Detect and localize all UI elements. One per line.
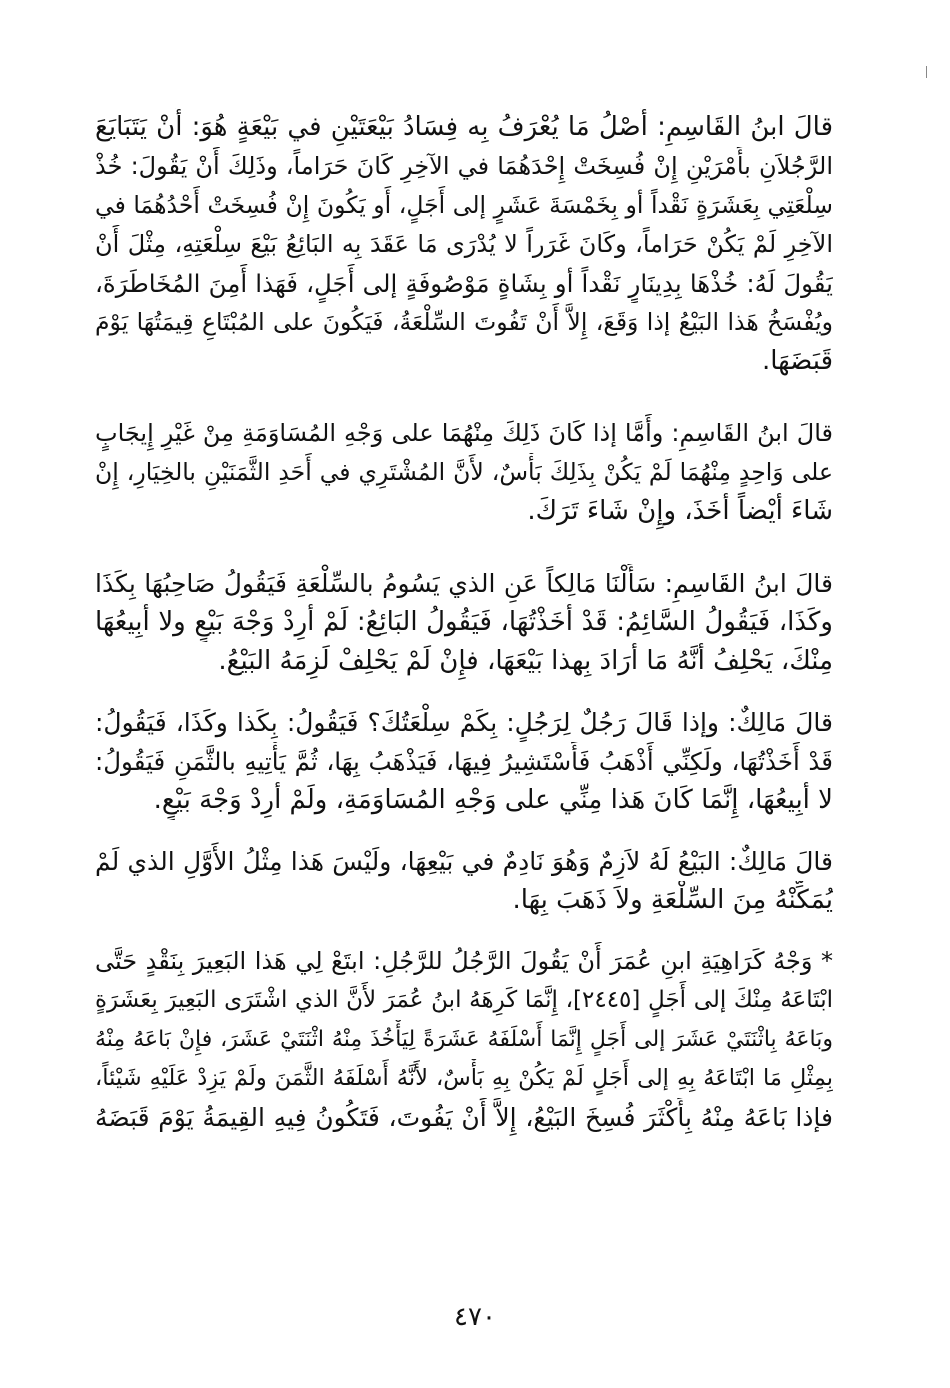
text-line: بِمِثْلِ مَا ابْتَاعَهُ بِهِ إلى أَجَلٍ لَمْ يَكُنْ بِهِ بَأْسٌ، لأَنَّهُ أَسْلَفَهُ الثَّمَنَ ولَمْ يَزِدْ عَلَيْهِ شَيْئاً، <box>95 1065 833 1091</box>
text-line: شَاءَ أَيْضاً أَخَذَ، وإِنْ شَاءَ تَرَكَ. <box>527 496 833 526</box>
text-line: ويُفْسَخُ هَذا البَيْعُ إذا وَقَعَ، إِلاَّ أَنْ تَفُوتَ السِّلْعَةُ، فَيَكُونَ على المُبْتَاعِ قِيمَتُهَا يَوْمَ <box>95 308 833 336</box>
margin-mark <box>926 66 927 78</box>
paragraph-1 <box>95 108 833 381</box>
text-line: سِلْعَتِي بِعَشَرَةٍ نَقْداً أو بِخَمْسَةَ عَشَرٍ إلى أَجَلٍ، أَو يَكُونَ إِنْ فُسِخَتْ أَحْدُهُمَا في <box>95 191 833 219</box>
text-body <box>95 108 833 1308</box>
paragraph-gap <box>95 381 833 414</box>
paragraph-5 <box>95 842 833 920</box>
text-line: على وَاحِدٍ مِنْهُمَا لَمْ يَكُنْ بِذَلِكَ بَأْسٌ، لأَنَّ المُشْتَرِي في أَحَدِ الثَّمَنَيْنِ بالخِيَارِ، إِنْ <box>95 458 833 486</box>
text-line: قالَ مَالِكٌ: وإذا قَالَ رَجُلٌ لِرَجُلٍ: بِكَمْ سِلْعَتُكَ؟ فَيَقُولُ: بِكَذا وكَذَا، فَيَقُولُ: <box>95 708 833 737</box>
text-line: وبَاعَهُ بِاثْنَتَيْ عَشَرَ إلى أَجَلٍ إِنَّمَا أَسْلَفَهُ عَشَرَةً لِيَأْخُذَ مِنْهُ اثْنَتَيْ عَشَرَ، فإِنْ بَاعَهُ مِنْهُ <box>95 1027 833 1052</box>
text-line: قالَ ابنُ القَاسِمِ: أَصْلُ مَا يُعْرَفُ بِه فِسَادُ بَيْعَتَيْنِ في بَيْعَةٍ هُوَ: أَنْ يَتَبَايَعَ <box>95 112 833 142</box>
text-line: وكَذَا، فَيَقُولُ السَّائِمُ: قَدْ أَخَذْتُهَا، فَيَقُولُ البَائِعُ: لَمْ أُرِدْ وَجْهَ بَيْعٍ ولا أَبِيعُهَا <box>95 607 833 637</box>
paragraph-gap <box>95 531 833 564</box>
paragraph-gap <box>95 681 833 703</box>
text-line: لا أَبِيعُهَا، إِنَّمَا كَانَ هَذا مِنِّي على وَجْهِ المُسَاوَمَةِ، ولَمْ أُرِدْ وَجْهَ بَيْعٍ. <box>153 785 833 815</box>
text-line: يُمَكِّنْهُ مِنَ السِّلْعَةِ ولاَ ذَهَبَ بِهَا. <box>512 885 833 915</box>
text-line: قالَ ابنُ القَاسِمِ: وأَمَّا إذا كَانَ ذَلِكَ مِنْهُمَا على وَجْهِ المُسَاوَمَةِ مِنْ غَيْرِ إِيجَابٍ <box>95 419 833 447</box>
paragraph-4 <box>95 703 833 820</box>
text-line: قَبَضَهَا. <box>762 346 833 376</box>
text-line: قالَ ابنُ القَاسِمِ: سَأَلْنَا مَالِكاً عَنِ الذي يَسُومُ بالسِّلْعَةِ فَيَقُولُ صَاحِبُهَا بِكَذَا <box>95 569 833 598</box>
text-line: يَقُولَ لَهُ: خُذْهَا بِدِينَارٍ نَقْداً أو بِشَاةٍ مَوْصُوفَةٍ إلى أَجَلٍ، فَهَذا أَمِنَ المُخَاطَرَةَ، <box>95 269 833 298</box>
text-line: الرَّجُلاَنِ بأَمْرَيْنِ إِنْ فُسِخَتْ إِحْدَهُمَا في الآخِرِ كَانَ حَرَاماً، وذَلِكَ أَنْ يَقُولَ: خُذْ <box>95 152 833 180</box>
paragraph-gap <box>95 820 833 842</box>
text-line: قالَ مَالِكٌ: البَيْعُ لَهُ لاَزِمٌ وَهُوَ نَادِمٌ في بَيْعِهَا، ولَيْسَ هَذا مِثْلُ الأَوَّلِ الذي لَمْ <box>95 847 833 876</box>
page-number: ٤٧٠ <box>454 1302 496 1332</box>
text-line: الآخِرِ لَمْ يَكُنْ حَرَاماً، وكَانَ غَرَراً لا يُدْرَى مَا عَقَدَ بِه البَائِعُ بَيْعَ سِلْعَتِهِ، مِثْلَ أَنْ <box>95 230 833 258</box>
paragraph-gap <box>95 920 833 942</box>
text-line: مِنْكَ، يَحْلِفُ أَنَّهُ مَا أَرَادَ بِهذا بَيْعَهَا، فإِنْ لَمْ يَحْلِفْ لَزِمَهُ البَيْعُ. <box>218 646 833 676</box>
text-line: فإذا بَاعَهُ مِنْهُ بِأَكْثَرَ فُسِخَ البَيْعُ، إِلاَّ أَنْ يَفُوتَ، فَتَكُونُ فِيهِ القِيمَةُ يَوْمَ قَبَضَهُ <box>95 1103 833 1132</box>
text-line: ابْتَاعَهُ مِنْكَ إلى أَجَلٍ [٢٤٤٥]، إِنَّمَا كَرِهَهُ ابنُ عُمَرَ لأَنَّ الذي اشْتَرَى البَعِيرَ بِعَشَرَةٍ <box>95 987 833 1013</box>
text-line: قَدْ أَخَذْتُهَا، ولَكِنِّي أَذْهَبُ فَأَسْتَشِيرُ فِيهَا، فَيَذْهَبُ بِهَا، ثُمَّ يَأْتِيهِ بالثَّمَنِ فَيَقُولُ: <box>95 747 833 776</box>
paragraph-6 <box>95 942 833 1137</box>
paragraph-2 <box>95 414 833 531</box>
paragraph-3 <box>95 564 833 681</box>
text-line: * وَجْهُ كَرَاهِيَةِ ابنِ عُمَرَ أَنْ يَقُولَ الرَّجُلُ للرَّجُلِ: ابتَعْ لِي هَذا البَعِيرَ بِنَقْدٍ حَتَّى <box>95 947 833 975</box>
